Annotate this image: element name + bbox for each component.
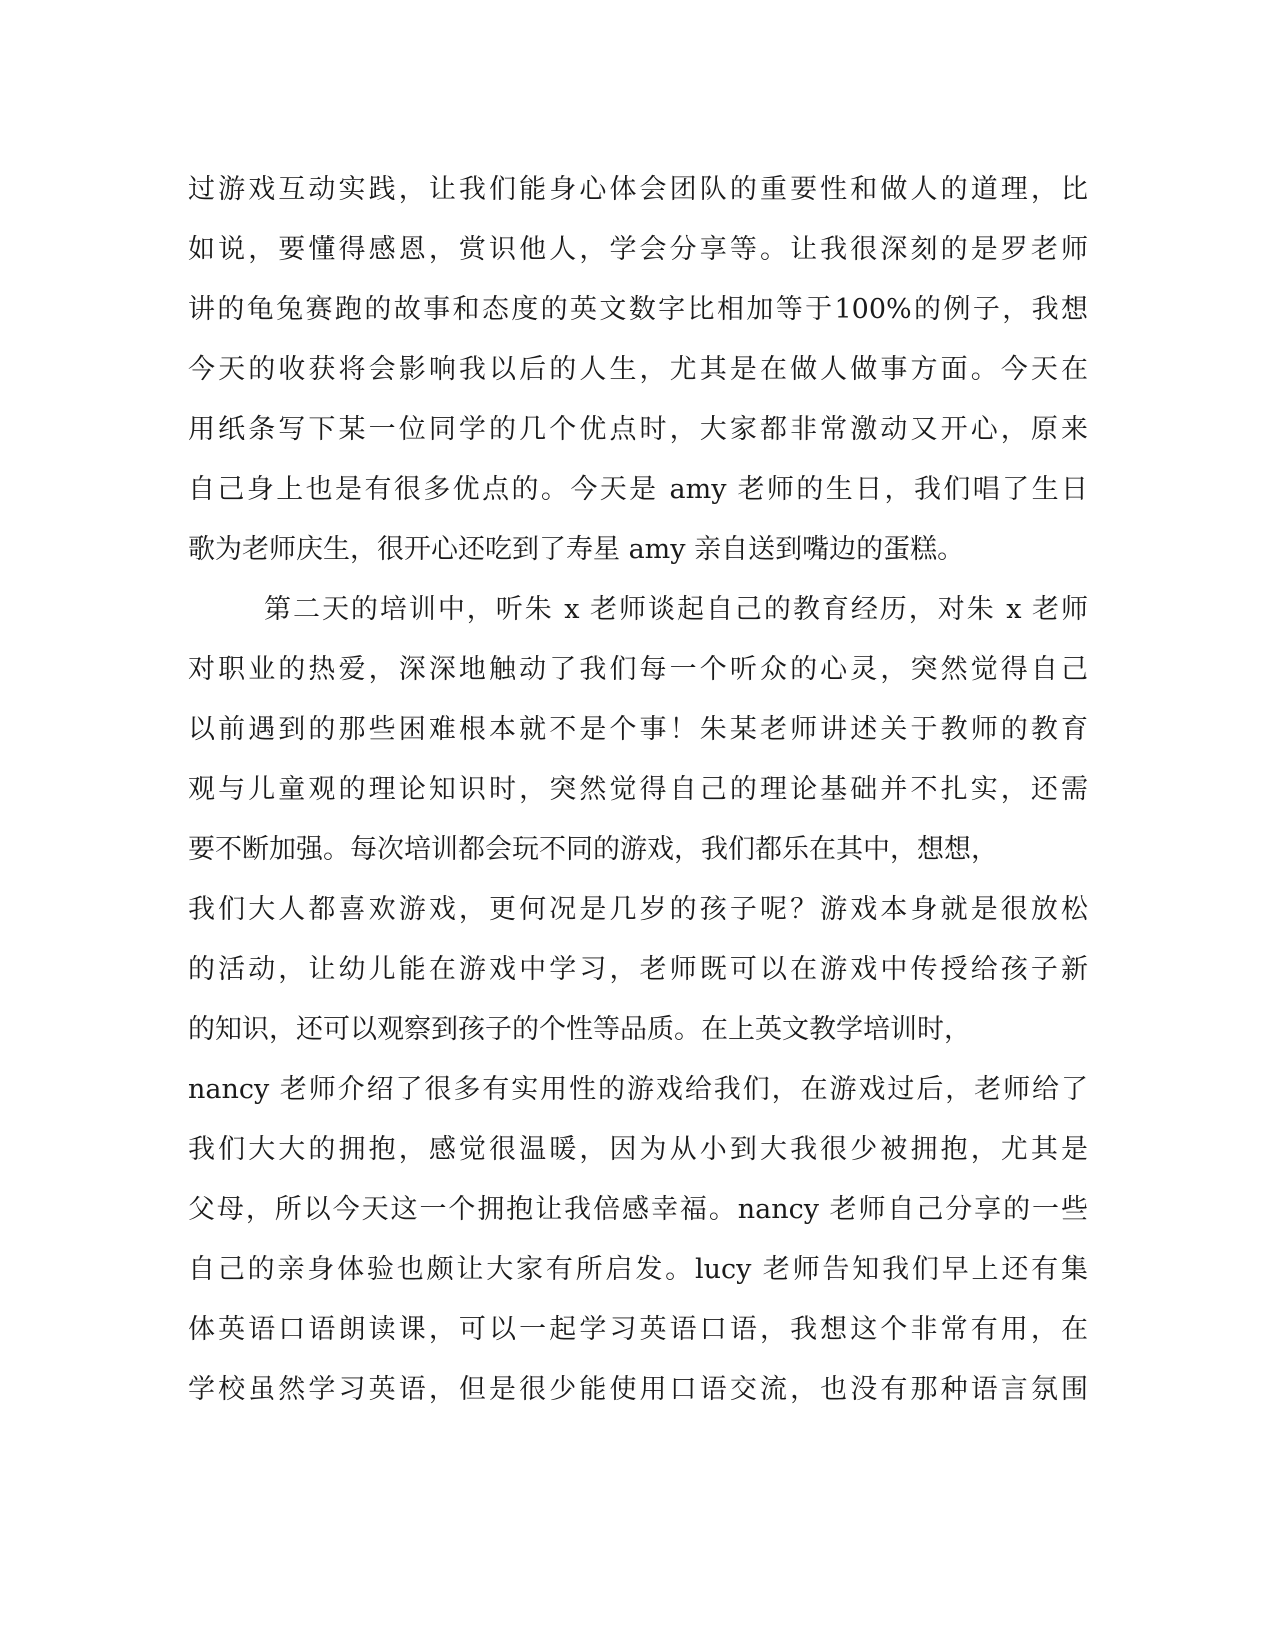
text-line: 体英语口语朗读课，可以一起学习英语口语，我想这个非常有用，在: [188, 1314, 1088, 1345]
text-line: 过游戏互动实践，让我们能身心体会团队的重要性和做人的道理，比: [188, 174, 1088, 205]
text-line: 学校虽然学习英语，但是很少能使用口语交流，也没有那种语言氛围: [188, 1374, 1088, 1405]
text-line: 讲的龟兔赛跑的故事和态度的英文数字比相加等于100%的例子，我想: [188, 294, 1088, 325]
text-line: 自己身上也是有很多优点的。今天是 amy 老师的生日，我们唱了生日: [188, 474, 1088, 505]
text-line: 我们大大的拥抱，感觉很温暖，因为从小到大我很少被拥抱，尤其是: [188, 1134, 1088, 1165]
text-line: 要不断加强。每次培训都会玩不同的游戏，我们都乐在其中，想想，: [188, 834, 998, 865]
text-line: 对职业的热爱，深深地触动了我们每一个听众的心灵，突然觉得自己: [188, 654, 1088, 685]
paragraph-start-line: 第二天的培训中，听朱 x 老师谈起自己的教育经历，对朱 x 老师: [264, 594, 1088, 625]
body-text: [188, 160, 1088, 1420]
text-line: 的活动，让幼儿能在游戏中学习，老师既可以在游戏中传授给孩子新: [188, 954, 1088, 985]
text-line: 以前遇到的那些困难根本就不是个事！朱某老师讲述关于教师的教育: [188, 714, 1088, 745]
text-line: 如说，要懂得感恩，赏识他人，学会分享等。让我很深刻的是罗老师: [188, 234, 1088, 265]
text-line: 我们大人都喜欢游戏，更何况是几岁的孩子呢？游戏本身就是很放松: [188, 894, 1088, 925]
text-line: 自己的亲身体验也颇让大家有所启发。lucy 老师告知我们早上还有集: [188, 1254, 1088, 1285]
text-line: 用纸条写下某一位同学的几个优点时，大家都非常激动又开心，原来: [188, 414, 1088, 445]
text-line: 父母，所以今天这一个拥抱让我倍感幸福。nancy 老师自己分享的一些: [188, 1194, 1088, 1225]
text-line: nancy 老师介绍了很多有实用性的游戏给我们，在游戏过后，老师给了: [188, 1074, 1088, 1105]
text-line: 今天的收获将会影响我以后的人生，尤其是在做人做事方面。今天在: [188, 354, 1088, 385]
text-line: 的知识，还可以观察到孩子的个性等品质。在上英文教学培训时，: [188, 1014, 971, 1045]
text-line: 歌为老师庆生，很开心还吃到了寿星 amy 亲自送到嘴边的蛋糕。: [188, 534, 965, 565]
text-line: 观与儿童观的理论知识时，突然觉得自己的理论基础并不扎实，还需: [188, 774, 1088, 805]
